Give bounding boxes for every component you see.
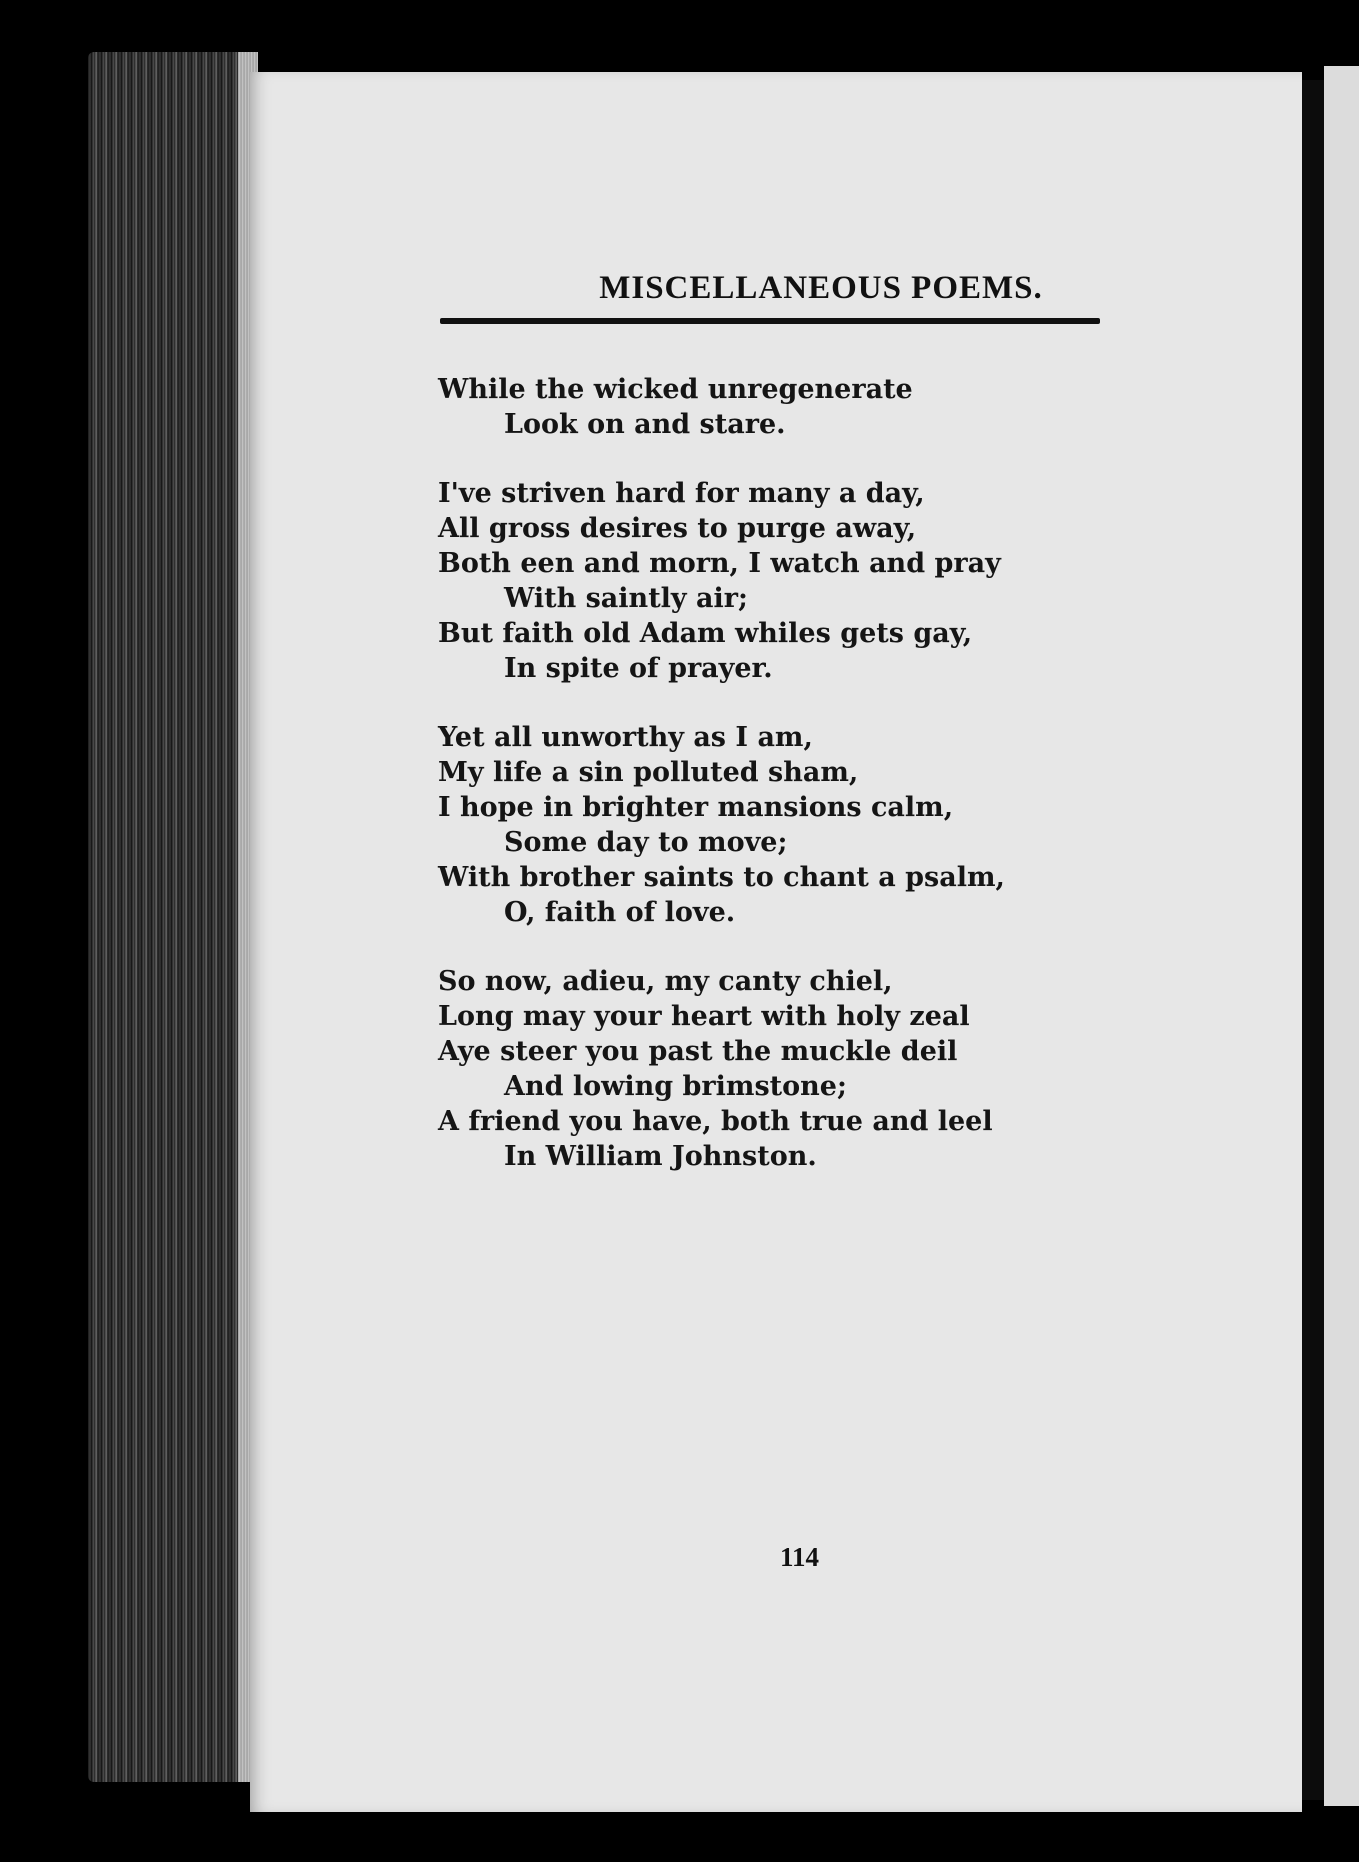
book-page-edges xyxy=(88,52,258,1782)
page-number: 114 xyxy=(780,1542,820,1572)
poem-line: Both een and morn, I watch and pray xyxy=(438,548,1001,579)
poem-line: Some day to move; xyxy=(504,827,788,858)
poem-line: Look on and stare. xyxy=(504,409,786,440)
poem-line: I've striven hard for many a day, xyxy=(438,478,925,509)
poem-line: All gross desires to purge away, xyxy=(438,513,917,544)
poem-line: O, faith of love. xyxy=(504,897,736,928)
stanza xyxy=(438,964,1078,1174)
header-rule xyxy=(440,318,1100,324)
poem-line: A friend you have, both true and leel xyxy=(438,1106,993,1137)
poem-line: In William Johnston. xyxy=(504,1141,817,1172)
poem-line: Long may your heart with holy zeal xyxy=(438,1001,970,1032)
stanza xyxy=(438,720,1078,930)
book-gutter-shadow xyxy=(1302,80,1324,1800)
poem-line: But faith old Adam whiles gets gay, xyxy=(438,618,973,649)
poem-line: While the wicked unregenerate xyxy=(438,374,913,405)
running-head: MISCELLANEOUS POEMS. xyxy=(599,270,1043,306)
poem-line: My life a sin polluted sham, xyxy=(438,757,859,788)
poem-line: With brother saints to chant a psalm, xyxy=(438,862,1005,893)
book-page xyxy=(250,72,1302,1812)
stanza xyxy=(438,476,1078,686)
poem-line: Yet all unworthy as I am, xyxy=(438,722,813,753)
poem-line: So now, adieu, my canty chiel, xyxy=(438,966,893,997)
poem-line: In spite of prayer. xyxy=(504,653,773,684)
poem-line: I hope in brighter mansions calm, xyxy=(438,792,954,823)
next-page-sliver xyxy=(1324,66,1359,1806)
stanza xyxy=(438,372,1078,442)
poem-line: And lowing brimstone; xyxy=(504,1071,847,1102)
poem-body xyxy=(438,372,1078,1208)
poem-line: With saintly air; xyxy=(504,583,748,614)
poem-line: Aye steer you past the muckle deil xyxy=(438,1036,958,1067)
